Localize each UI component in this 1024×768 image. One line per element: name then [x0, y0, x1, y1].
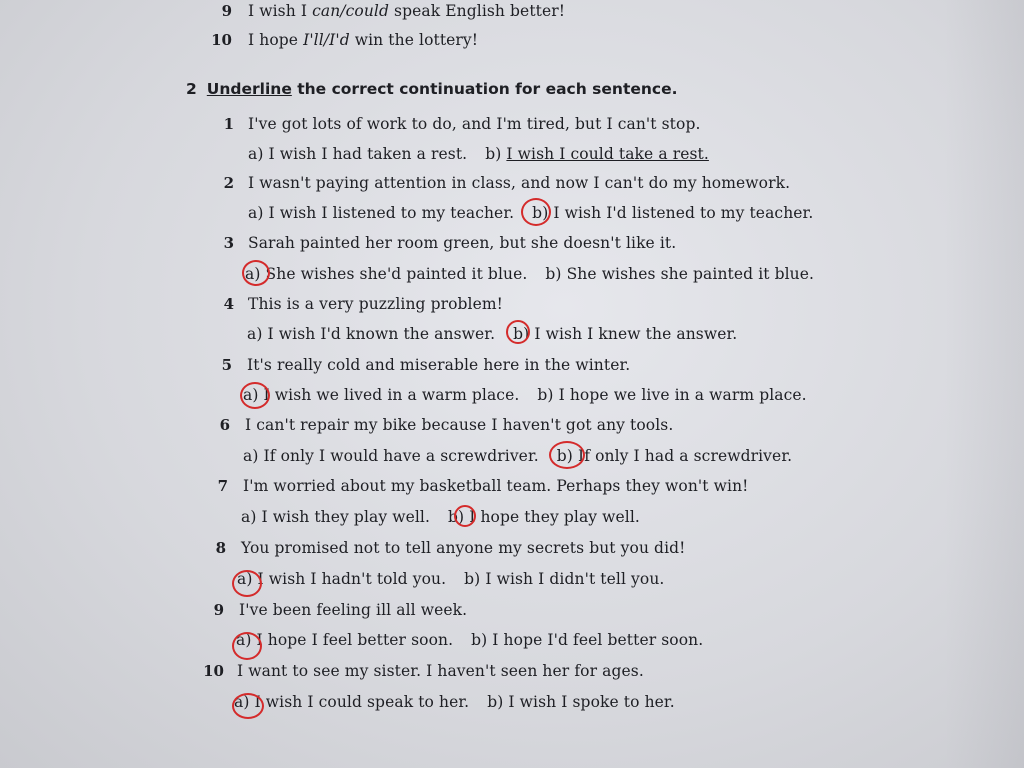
- question-10-option-a: a) I wish I could speak to her.: [234, 693, 470, 711]
- page-shadow: [944, 0, 1024, 768]
- question-2-option-a: a) I wish I listened to my teacher.: [248, 204, 515, 222]
- question-8-number: 8: [215, 539, 226, 557]
- prev-item-9-before: I wish I: [248, 2, 313, 20]
- question-5-text: It's really cold and miserable here in the winter.: [247, 356, 631, 374]
- question-7-option-a: a) I wish they play well.: [241, 508, 431, 526]
- prev-item-9-choice: can/could: [312, 2, 389, 20]
- exercise-number: 2: [186, 80, 197, 98]
- question-4-option-b: b) I wish I knew the answer.: [513, 325, 738, 343]
- prev-item-10-choice: I'll/I'd: [303, 31, 350, 49]
- question-9-options: [236, 631, 703, 649]
- question-2-option-b: b) I wish I'd listened to my teacher.: [532, 204, 814, 222]
- question-3-options: [245, 265, 814, 283]
- question-1-option-b-underlined: I wish I could take a rest.: [506, 145, 709, 163]
- question-5-option-b: b) I hope we live in a warm place.: [537, 386, 807, 404]
- question-7-options: [241, 508, 640, 526]
- question-1-text: I've got lots of work to do, and I'm tired, but I can't stop.: [248, 115, 701, 133]
- question-1-option-a: a) I wish I had taken a rest.: [248, 145, 468, 163]
- question-6-text: I can't repair my bike because I haven't got any tools.: [245, 416, 674, 434]
- question-6-option-a: a) If only I would have a screwdriver.: [243, 447, 539, 465]
- question-9-option-b: b) I hope I'd feel better soon.: [471, 631, 704, 649]
- question-5-number: 5: [221, 356, 232, 374]
- exercise-heading: [186, 80, 678, 98]
- question-6-options: [243, 447, 792, 465]
- answer-circle-q8-a: [232, 570, 262, 597]
- answer-circle-q6-b: [549, 441, 585, 469]
- answer-circle-q7-b: [454, 505, 476, 527]
- question-5-option-a: a) I wish we lived in a warm place.: [243, 386, 520, 404]
- question-4-options: [247, 325, 737, 343]
- prev-item-9-after: speak English better!: [389, 2, 566, 20]
- question-6-number: 6: [219, 416, 230, 434]
- question-8-options: [237, 570, 664, 588]
- question-7-number: 7: [217, 477, 228, 495]
- answer-circle-q4-b: [506, 320, 530, 344]
- prev-item-10-before: I hope: [248, 31, 304, 49]
- question-3-text: Sarah painted her room green, but she doesn't like it.: [248, 234, 677, 252]
- question-4-text: This is a very puzzling problem!: [248, 295, 504, 313]
- question-10-text: I want to see my sister. I haven't seen her for ages.: [237, 662, 644, 680]
- question-4-option-a: a) I wish I'd known the answer.: [247, 325, 496, 343]
- prev-item-10-number: 10: [211, 31, 232, 49]
- question-3-option-a: a) She wishes she'd painted it blue.: [245, 265, 528, 283]
- question-9-option-a: a) I hope I feel better soon.: [236, 631, 454, 649]
- question-5-options: [243, 386, 807, 404]
- prev-item-10: [248, 31, 478, 49]
- question-10-number: 10: [203, 662, 224, 680]
- question-2-text: I wasn't paying attention in class, and now I can't do my homework.: [248, 174, 791, 192]
- question-2-number: 2: [223, 174, 234, 192]
- answer-circle-q10-a: [232, 693, 264, 719]
- question-8-option-b: b) I wish I didn't tell you.: [464, 570, 665, 588]
- question-9-number: 9: [213, 601, 224, 619]
- answer-circle-q3-a: [242, 260, 270, 286]
- prev-item-9-number: 9: [221, 2, 232, 20]
- question-1-option-b-label: b): [485, 145, 507, 163]
- heading-instruction: the correct continuation for each sentence.: [291, 80, 678, 98]
- question-7-option-b: b) I hope they play well.: [448, 508, 640, 526]
- question-1-number: 1: [223, 115, 234, 133]
- prev-item-10-after: win the lottery!: [349, 31, 479, 49]
- question-10-option-b: b) I wish I spoke to her.: [487, 693, 675, 711]
- question-10-options: [234, 693, 675, 711]
- question-3-option-b: b) She wishes she painted it blue.: [545, 265, 815, 283]
- question-4-number: 4: [223, 295, 234, 313]
- question-8-option-a: a) I wish I hadn't told you.: [237, 570, 447, 588]
- question-1-options: [248, 145, 709, 163]
- prev-item-9: [248, 2, 565, 20]
- question-8-text: You promised not to tell anyone my secrets but you did!: [241, 539, 686, 557]
- answer-circle-q5-a: [240, 382, 270, 409]
- question-6-option-b: b) If only I had a screwdriver.: [556, 447, 793, 465]
- question-3-number: 3: [223, 234, 234, 252]
- answer-circle-q9-a: [232, 632, 262, 660]
- answer-circle-q2-b: [521, 198, 551, 226]
- heading-underlined-word: Underline: [206, 80, 292, 98]
- question-9-text: I've been feeling ill all week.: [239, 601, 468, 619]
- question-7-text: I'm worried about my basketball team. Perhaps they won't win!: [243, 477, 749, 495]
